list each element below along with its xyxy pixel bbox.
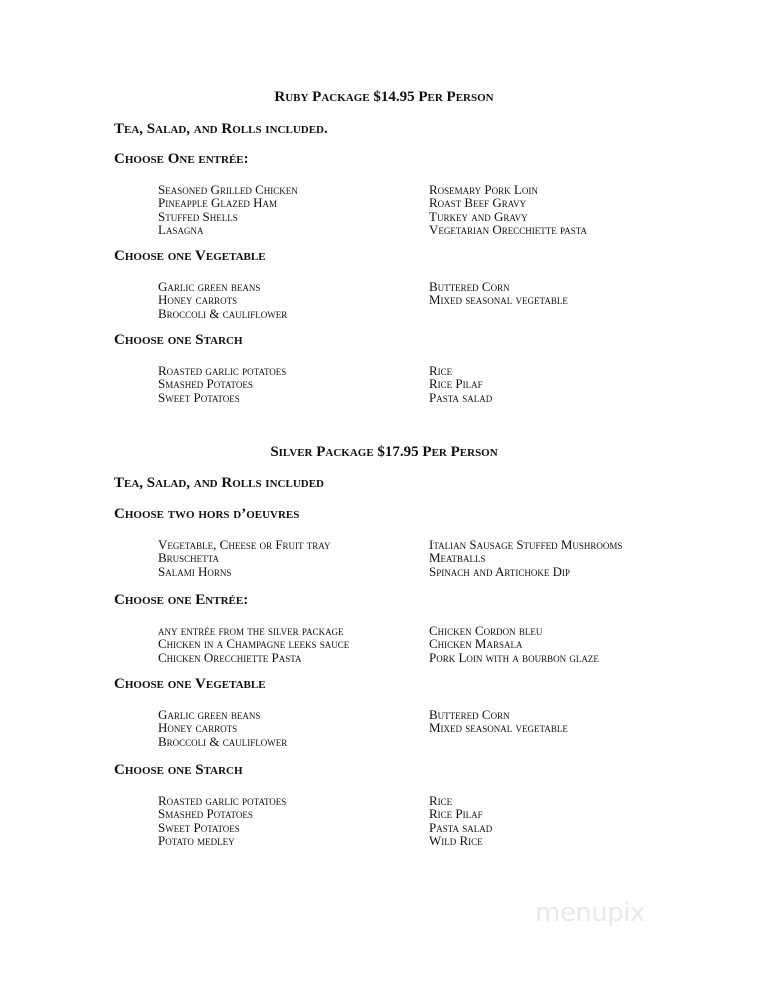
list-item: Stuffed Shells [158,208,238,224]
list-item: Mixed seasonal vegetable [429,720,568,736]
list-item: Wild Rice [429,833,483,849]
silver-starch-heading: Choose one Starch [114,762,243,778]
list-item: Bruschetta [158,550,219,566]
ruby-included-note: Tea, Salad, and Rolls included. [114,121,328,137]
silver-starch-left-list [158,794,286,848]
list-item: Spinach and Artichoke Dip [429,563,570,579]
list-item: Seasoned Grilled Chicken [158,182,298,197]
silver-vegetable-right-list [429,708,568,735]
list-item: Rice Pilaf [429,806,483,822]
list-item: Chicken Cordon bleu [429,623,543,638]
list-item: Rice [429,363,453,378]
list-item: Chicken in a Champagne leeks sauce [158,636,350,652]
list-item: Buttered Corn [429,279,510,294]
silver-vegetable-left-list [158,708,287,748]
list-item: Mixed seasonal vegetable [429,292,568,308]
list-item: Lasagna [158,222,204,238]
list-item: Vegetarian Orecchiette pasta [429,222,587,238]
silver-entree-left-list [158,624,349,664]
list-item: Italian Sausage Stuffed Mushrooms [429,537,623,552]
ruby-package-title: Ruby Package $14.95 Per Person [274,89,494,105]
list-item: Garlic green beans [158,707,261,722]
list-item: Broccoli & cauliflower [158,733,288,749]
silver-entree-heading: Choose one Entrée: [114,592,249,608]
list-item: Roasted garlic potatoes [158,793,287,808]
ruby-entree-heading: Choose One entrée: [114,151,249,167]
list-item: Rosemary Pork Loin [429,182,538,197]
list-item: Pineapple Glazed Ham [158,195,277,211]
list-item: Meatballs [429,550,486,566]
silver-entree-right-list [429,624,599,664]
ruby-entree-right-list [429,183,587,237]
list-item: Rice [429,793,453,808]
ruby-vegetable-heading: Choose one Vegetable [114,248,266,264]
list-item: Garlic green beans [158,279,261,294]
ruby-vegetable-right-list [429,280,568,307]
list-item: Sweet Potatoes [158,389,240,405]
list-item: Smashed Potatoes [158,806,253,822]
list-item: Smashed Potatoes [158,376,253,392]
list-item: Rice Pilaf [429,376,483,392]
list-item: Pasta salad [429,389,493,405]
list-item: Potato medley [158,833,235,849]
silver-hors-left-list [158,538,330,578]
ruby-starch-right-list [429,364,492,404]
list-item: Honey carrots [158,720,238,736]
list-item: Chicken Orecchiette Pasta [158,649,302,665]
ruby-starch-heading: Choose one Starch [114,332,243,348]
list-item: Pork Loin with a bourbon glaze [429,649,599,665]
silver-hors-right-list [429,538,622,578]
ruby-vegetable-left-list [158,280,287,320]
silver-hors-heading: Choose two hors d’oeuvres [114,506,300,522]
list-item: Roasted garlic potatoes [158,363,287,378]
list-item: Pasta salad [429,819,493,835]
list-item: Chicken Marsala [429,636,523,652]
ruby-starch-left-list [158,364,286,404]
silver-package-title: Silver Package $17.95 Per Person [270,444,498,460]
menupix-watermark: menupix [535,898,645,928]
list-item: Vegetable, Cheese or Fruit tray [158,537,331,552]
list-item: Buttered Corn [429,707,510,722]
silver-starch-right-list [429,794,492,848]
list-item: Turkey and Gravy [429,208,528,224]
list-item: Salami Horns [158,563,232,579]
list-item: any entrée from the silver package [158,623,344,638]
silver-vegetable-heading: Choose one Vegetable [114,676,266,692]
ruby-entree-left-list [158,183,298,237]
silver-included-note: Tea, Salad, and Rolls included [114,475,324,491]
list-item: Roast Beef Gravy [429,195,527,211]
list-item: Broccoli & cauliflower [158,305,288,321]
list-item: Honey carrots [158,292,238,308]
list-item: Sweet Potatoes [158,819,240,835]
